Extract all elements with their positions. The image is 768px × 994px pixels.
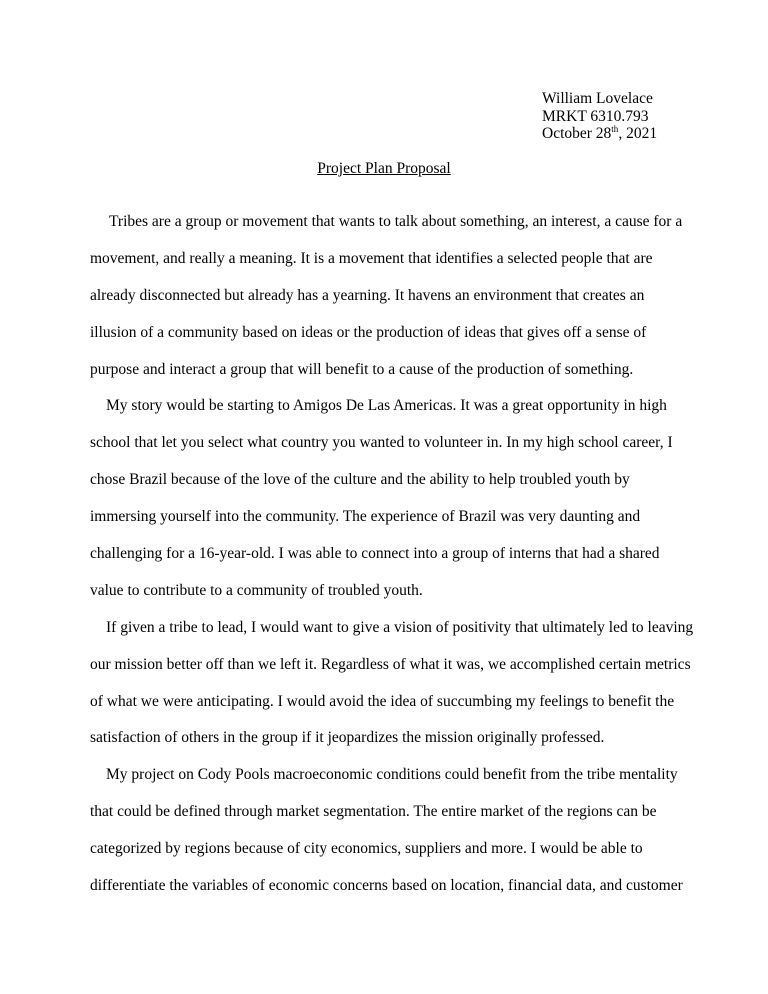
submission-date (542, 125, 657, 145)
paragraph-4-line: differentiate the variables of economic concerns based on location, financial data, and customer (90, 877, 683, 895)
paragraph-2-line: challenging for a 16-year-old. I was able to connect into a group of interns that had a shared (90, 545, 660, 563)
paragraph-3-line: our mission better off than we left it. Regardless of what it was, we accomplished certain metrics (90, 655, 691, 673)
date-month-day: October 28 (542, 125, 612, 142)
paragraph-1-line: movement, and really a meaning. It is a movement that identifies a selected people that are (90, 249, 653, 267)
course-code: MRKT 6310.793 (542, 107, 649, 125)
paragraph-3-line: of what we were anticipating. I would avoid the idea of succumbing my feelings to benefit the (90, 692, 675, 710)
paragraph-2-line: value to contribute to a community of troubled youth. (90, 581, 423, 599)
paragraph-4-line: My project on Cody Pools macroeconomic conditions could benefit from the tribe mentality (106, 766, 678, 784)
paragraph-4-line: that could be defined through market segmentation. The entire market of the regions can be (90, 803, 657, 821)
body-text (90, 204, 694, 905)
paragraph-2-line: chose Brazil because of the love of the culture and the ability to help troubled youth by (90, 471, 630, 489)
author-block (542, 90, 657, 145)
paragraph-2-line: school that let you select what country you wanted to volunteer in. In my high school career, I (90, 434, 673, 452)
paragraph-1-line: purpose and interact a group that will benefit to a cause of the production of something. (90, 360, 634, 378)
date-year: , 2021 (618, 125, 658, 142)
paragraph-4-line: categorized by regions because of city economics, suppliers and more. I would be able to (90, 840, 643, 858)
paragraph-3-line: If given a tribe to lead, I would want to give a vision of positivity that ultimately led to leaving (106, 618, 694, 636)
paragraph-3-line: satisfaction of others in the group if it jeopardizes the mission originally professed. (90, 729, 605, 747)
paragraph-2-line: My story would be starting to Amigos De Las Americas. It was a great opportunity in high (106, 397, 667, 415)
paragraph-1-line: Tribes are a group or movement that wants to talk about something, an interest, a cause for a (109, 213, 683, 230)
author-name: William Lovelace (542, 90, 653, 107)
page-title (0, 160, 768, 178)
paragraph-1-line: illusion of a community based on ideas or the production of ideas that gives off a sense of (90, 323, 647, 341)
paragraph-1-line: already disconnected but already has a yearning. It havens an environment that creates an (90, 286, 645, 304)
page-title-text: Project Plan Proposal (317, 160, 451, 177)
paragraph-2-line: immersing yourself into the community. The experience of Brazil was very daunting and (90, 508, 641, 526)
date-ordinal-suffix: th (611, 124, 619, 134)
